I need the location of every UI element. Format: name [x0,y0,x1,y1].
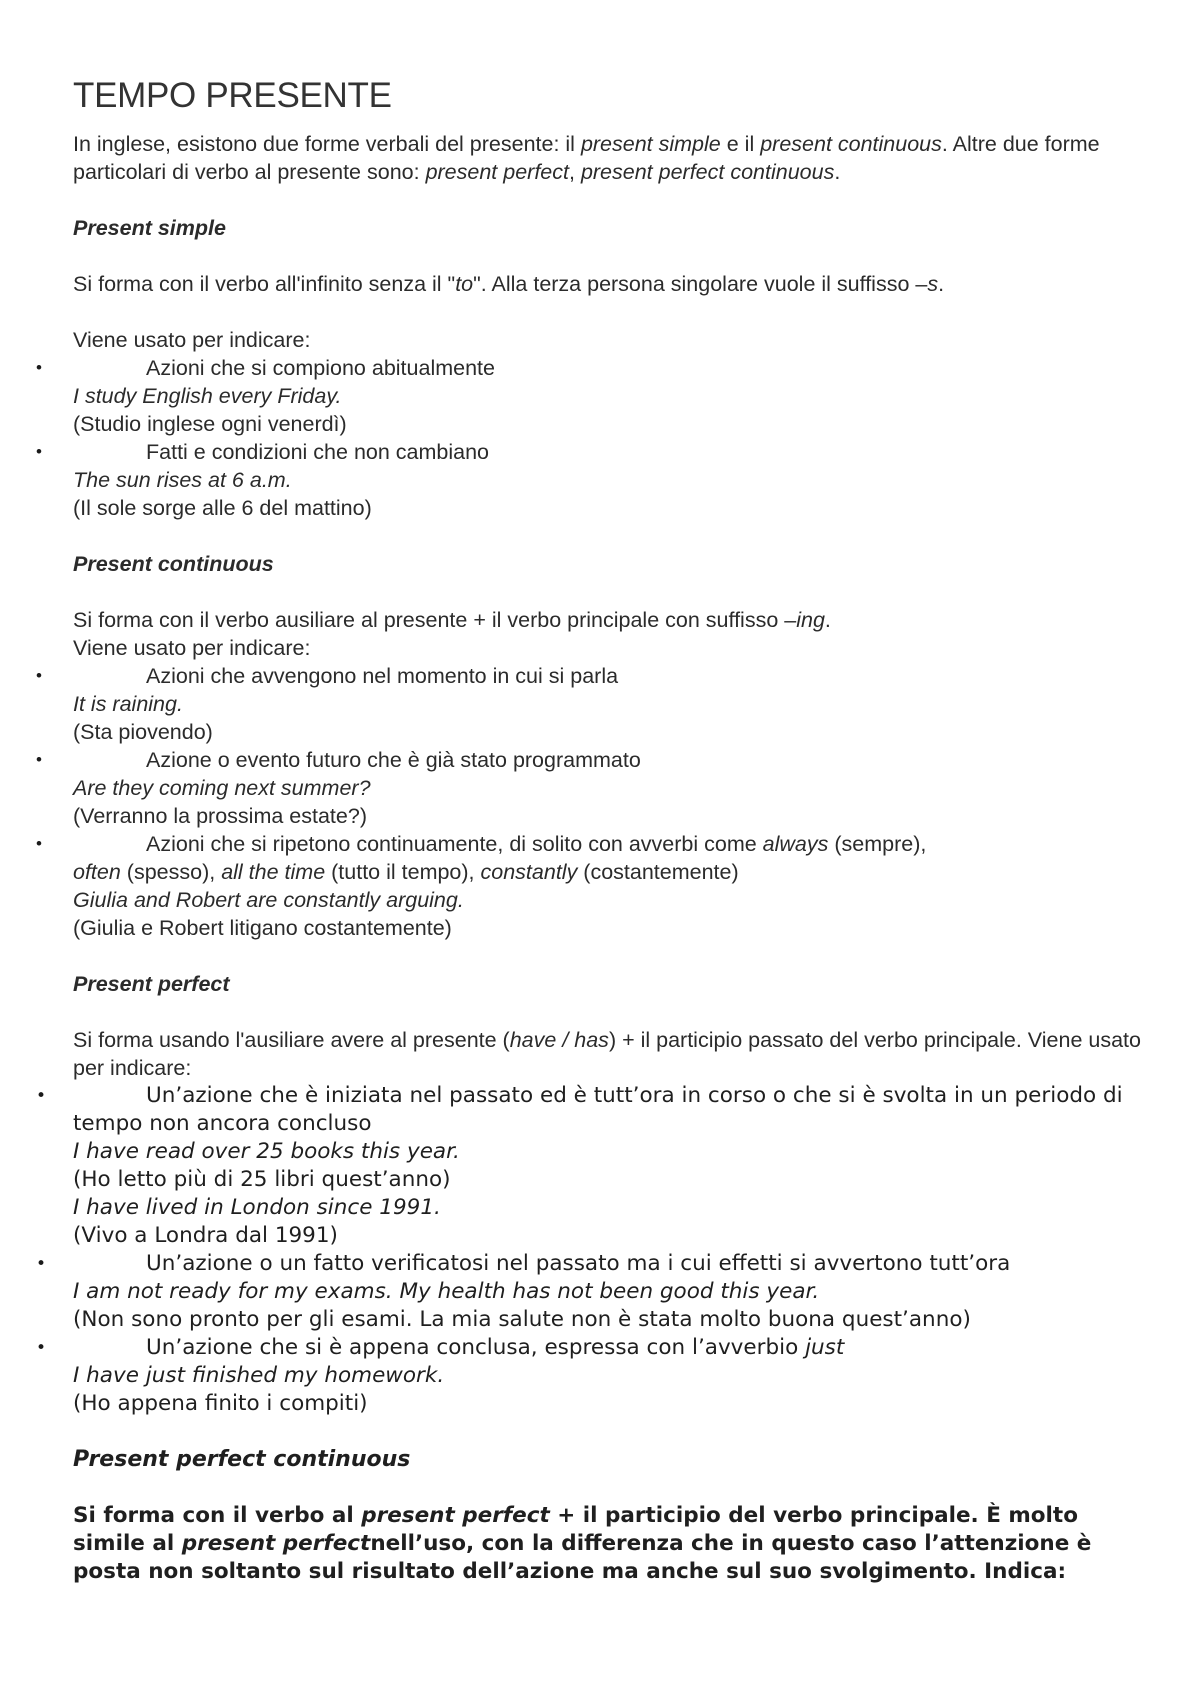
bullet-icon: • [36,834,42,853]
formation-term: ing [796,608,825,632]
section-heading-present-perfect-continuous: Present perfect continuous [73,1447,411,1472]
list-item [36,354,1143,382]
list-item [36,662,1143,690]
list-item [36,1250,1143,1278]
intro-paragraph [73,130,1143,186]
example-sentence: I have lived in London since 1991. [73,1195,441,1220]
formation-text: + il participio del verbo principale. È molto simile al [73,1503,1078,1556]
intro-text: e il [720,132,761,156]
intro-text: In inglese, esistono due forme verbali del presente: il [73,132,581,156]
example-sentence: It is raining. [73,692,183,716]
label-text: Un’azione che si è appena conclusa, espressa con l’avverbio [146,1335,806,1360]
list-item-label: Fatti e condizioni che non cambiano [146,440,490,464]
usage-intro: Viene usato per indicare: [73,636,311,660]
formation-term: present perfect [361,1503,550,1528]
label-term: just [805,1335,845,1360]
intro-term: present continuous [760,132,942,156]
page-title: TEMPO PRESENTE [73,76,392,115]
bullet-icon: • [36,1254,47,1274]
example-sentence: I am not ready for my exams. My health has not been good this year. [73,1279,820,1304]
list-item [36,1334,1143,1362]
intro-term: present simple [580,132,721,156]
bullet-icon: • [36,1338,47,1358]
example-sentence: The sun rises at 6 a.m. [73,468,292,492]
label-term: often [73,860,121,884]
example-translation: (Ho letto più di 25 libri quest’anno) [73,1167,451,1192]
bullet-icon: • [36,1086,47,1106]
intro-term: present perfect continuous [580,160,835,184]
formation-paragraph [73,1026,1143,1082]
list-item [36,830,1143,858]
bullet-icon: • [36,750,42,769]
formation-text: Si forma con il verbo al [73,1503,362,1528]
label-term: all the time [221,860,326,884]
example-sentence: I have just finished my homework. [73,1363,445,1388]
formation-text: . [938,272,945,296]
list-item-label: Azione o evento futuro che è già stato programmato [146,748,641,772]
label-term: constantly [480,860,578,884]
section-heading-present-perfect: Present perfect [73,972,230,996]
usage-intro: Viene usato per indicare: [73,328,311,352]
formation-paragraph [73,606,1143,634]
label-text: (tutto il tempo), [325,860,481,884]
formation-term: have / has [509,1028,609,1052]
formation-text: . [824,608,831,632]
list-item-label: Azioni che si compiono abitualmente [146,356,495,380]
label-text: (spesso), [120,860,222,884]
formation-paragraph [73,1502,1143,1586]
label-term: always [762,832,829,856]
example-translation: (Studio inglese ogni venerdì) [73,412,347,436]
bullet-icon: • [36,358,42,377]
formation-text: Si forma con il verbo ausiliare al presente + il verbo principale con suffisso – [73,608,797,632]
bullet-icon: • [36,666,42,685]
list-item-continuation [73,858,1143,886]
list-item-label [73,1334,1143,1362]
formation-term: to [455,272,474,296]
list-item-label: Un’azione che è iniziata nel passato ed è tutt’ora in corso o che si è svolta in un periodo di tempo non ancora concluso [73,1083,1123,1136]
label-text: (costantemente) [577,860,739,884]
list-item-label [73,830,1143,858]
example-translation: (Il sole sorge alle 6 del mattino) [73,496,372,520]
example-translation: (Ho appena finito i compiti) [73,1391,368,1416]
label-text: (sempre), [828,832,927,856]
formation-term: present perfect [181,1531,371,1556]
intro-text: . [834,160,841,184]
list-item [36,438,1143,466]
intro-text: , [568,160,581,184]
intro-text: . Altre due forme particolari di verbo al presente sono: [73,132,1100,184]
list-item-label: Un’azione o un fatto verificatosi nel passato ma i cui effetti si avvertono tutt’ora [146,1251,1011,1276]
list-item-label: Azioni che avvengono nel momento in cui si parla [146,664,619,688]
document-page [36,70,1143,1586]
section-heading-present-continuous: Present continuous [73,552,274,576]
formation-text: nell’uso, con la differenza che in questo caso l’attenzione è posta non soltanto sul risultato dell’azione ma anche sul suo svolgimento. Indica: [73,1531,1092,1584]
label-text: Azioni che si ripetono continuamente, di solito con avverbi come [146,832,763,856]
example-translation: (Verranno la prossima estate?) [73,804,367,828]
example-translation: (Vivo a Londra dal 1991) [73,1223,338,1248]
formation-term: s [927,272,939,296]
section-heading-present-simple: Present simple [73,216,226,240]
intro-term: present perfect [425,160,569,184]
formation-text: Si forma con il verbo all'infinito senza il " [73,272,456,296]
example-translation: (Giulia e Robert litigano costantemente) [73,916,452,940]
example-sentence: I have read over 25 books this year. [73,1139,460,1164]
formation-paragraph [73,270,1143,298]
formation-text: ) + il participio passato del verbo principale. Viene usato per indicare: [73,1028,1141,1080]
bullet-icon: • [36,442,42,461]
example-translation: (Sta piovendo) [73,720,213,744]
example-sentence: I study English every Friday. [73,384,342,408]
list-item [36,1082,1143,1138]
example-sentence: Giulia and Robert are constantly arguing. [73,888,464,912]
list-item [36,746,1143,774]
example-translation: (Non sono pronto per gli esami. La mia salute non è stata molto buona quest’anno) [73,1307,971,1332]
example-sentence: Are they coming next summer? [73,776,371,800]
formation-text: Si forma usando l'ausiliare avere al presente ( [73,1028,510,1052]
formation-text: ". Alla terza persona singolare vuole il suffisso – [473,272,928,296]
